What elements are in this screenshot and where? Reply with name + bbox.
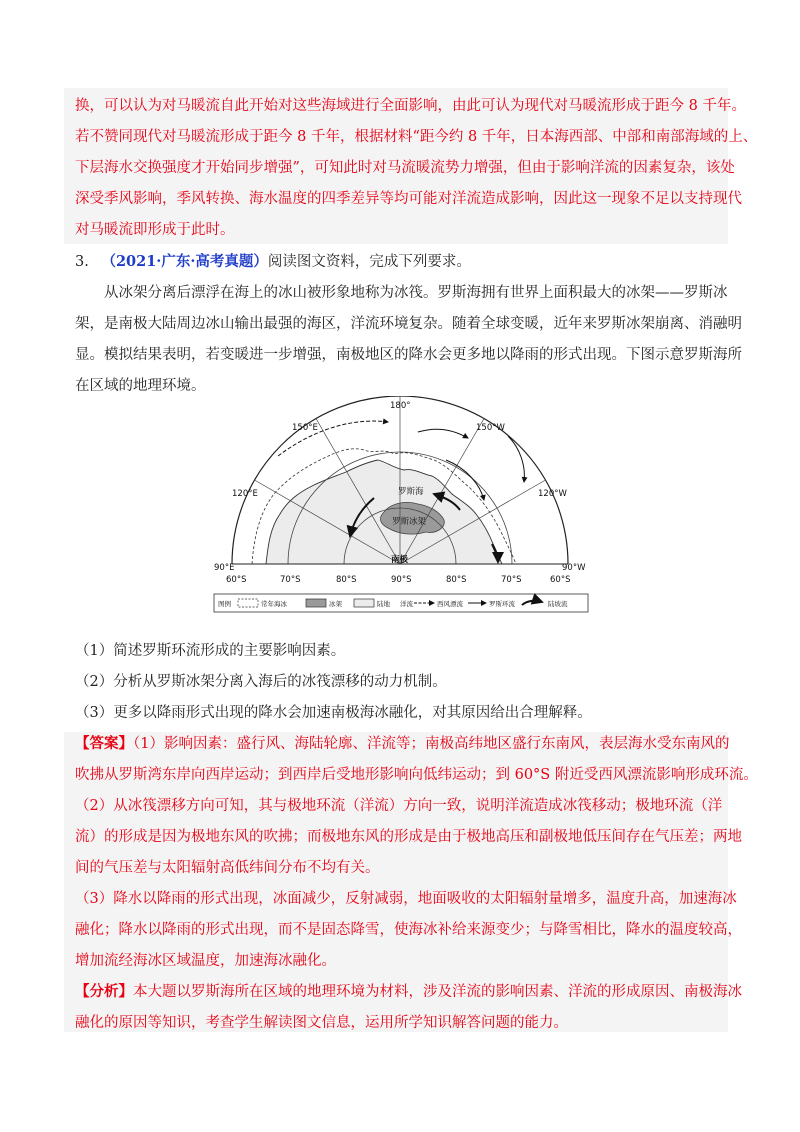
lon-label: 150°W xyxy=(476,423,505,433)
answer-text: （1）影响因素：盛行风、海陆轮廓、洋流等；南极高纬地区盛行东南风，表层海水受东南风的 xyxy=(133,736,730,752)
label-ross-sea: 罗斯海 xyxy=(398,487,424,497)
top-answer-line: 对马暖流即形成于此时。 xyxy=(75,222,235,238)
lat-label: 80°S xyxy=(446,575,467,585)
question-prompt: 阅读图文资料，完成下列要求。 xyxy=(267,254,471,270)
question-source: （2021·广东·高考真题） xyxy=(101,253,268,270)
question-number: 3. xyxy=(75,254,89,270)
top-answer-line: 若不赞同现代对马暖流形成于距今 8 千年，根据材料“距今约 8 千年，日本海西部、中部和南部海域的上、 xyxy=(75,129,758,145)
legend-land: 陆地 xyxy=(377,600,390,608)
analysis-line xyxy=(75,982,742,1002)
answer-line: 吹拂从罗斯湾东岸向西岸运动；到西岸后受地形影响向低纬运动；到 60°S 附近受西风漂流影响形成环流。 xyxy=(75,767,758,783)
top-answer-line: 深受季风影响，季风转换、海水温度的四季差异等均可能对洋流造成影响，因此这一现象不足以支持现代 xyxy=(75,191,742,207)
answer-line: 增加流经海冰区域温度，加速海冰融化。 xyxy=(75,953,336,969)
answer-line: 融化；降水以降雨的形式出现，而不是固态降雪，使海冰补给来源变少；与降雪相比，降水的温度较高， xyxy=(75,922,742,938)
lon-label: 180° xyxy=(390,401,411,411)
sub-question-3: （3）更多以降雨形式出现的降水会加速南极海冰融化，对其原因给出合理解释。 xyxy=(75,705,592,721)
lat-label: 70°S xyxy=(280,575,301,585)
lon-label: 120°W xyxy=(538,489,567,499)
lon-label: 90°W xyxy=(562,563,586,573)
analysis-label: 【分析】 xyxy=(75,983,133,1000)
analysis-text: 本大题以罗斯海所在区域的地理环境为材料，涉及洋流的影响因素、洋流的形成原因、南极海冰 xyxy=(133,984,742,1000)
legend-slope-current: 陆坡流 xyxy=(548,600,568,608)
answer-line: 流）的形成是因为极地东风的吹拂；而极地东风的形成是由于极地高压和副极地低压间存在气压差；两地 xyxy=(75,829,742,845)
legend-west-wind-drift: 西风漂流 xyxy=(437,600,463,608)
answer-line xyxy=(75,734,729,754)
material-line: 显。模拟结果表明，若变暖进一步增强，南极地区的降水会更多地以降雨的形式出现。下图示意罗斯海所 xyxy=(75,347,742,363)
lat-label: 60°S xyxy=(550,575,571,585)
analysis-line: 融化的原因等知识，考查学生解读图文信息，运用所学知识解答问题的能力。 xyxy=(75,1015,568,1031)
material-line: 在区域的地理环境。 xyxy=(75,378,206,394)
answer-line: （3）降水以降雨的形式出现，冰面减少，反射减弱，地面吸收的太阳辐射量增多，温度升高，加速海冰 xyxy=(75,891,737,907)
lat-label: 80°S xyxy=(336,575,357,585)
legend-title: 图例 xyxy=(218,600,231,608)
sub-question-1: （1）简述罗斯环流形成的主要影响因素。 xyxy=(75,643,346,659)
ross-sea-map xyxy=(208,396,592,616)
lat-label: 90°S xyxy=(391,575,412,585)
lon-label: 120°E xyxy=(232,489,258,499)
lat-label: 70°S xyxy=(501,575,522,585)
top-answer-line: 下层海水交换强度才开始同步增强”，可知此时对马流暖流势力增强，但由于影响洋流的因素复杂，该处 xyxy=(75,160,735,176)
top-answer-line: 换，可以认为对马暖流自此开始对这些海域进行全面影响，由此可认为现代对马暖流形成于距今 8 千年。 xyxy=(75,98,746,114)
answer-label: 【答案】 xyxy=(75,735,133,752)
legend-current-title: 洋流 xyxy=(400,600,413,608)
question-header xyxy=(75,252,471,272)
answer-line: 间的气压差与太阳辐射高低纬间分布不均有关。 xyxy=(75,860,380,876)
material-line: 架，是南极大陆周边冰山输出最强的海区，洋流环境复杂。随着全球变暖，近年来罗斯冰架崩离、消融明 xyxy=(75,316,742,332)
lon-label: 150°E xyxy=(292,423,318,433)
legend-sea-ice: 常年海冰 xyxy=(261,600,287,608)
label-ross-ice-shelf: 罗斯冰架 xyxy=(392,517,427,527)
sub-question-2: （2）分析从罗斯冰架分离入海后的冰筏漂移的动力机制。 xyxy=(75,674,447,690)
answer-line: （2）从冰筏漂移方向可知，其与极地环流（洋流）方向一致，说明洋流造成冰筏移动；极地环流（洋 xyxy=(75,798,723,814)
lon-label: 90°E xyxy=(214,563,235,573)
label-south-pole: 南极 xyxy=(391,555,409,565)
lat-label: 60°S xyxy=(226,575,247,585)
material-line: 从冰架分离后漂浮在海上的冰山被形象地称为冰筏。罗斯海拥有世界上面积最大的冰架——罗斯冰 xyxy=(104,285,728,301)
legend-ross-gyre: 罗斯环流 xyxy=(489,600,515,608)
legend-ice-shelf: 冰架 xyxy=(329,600,342,608)
